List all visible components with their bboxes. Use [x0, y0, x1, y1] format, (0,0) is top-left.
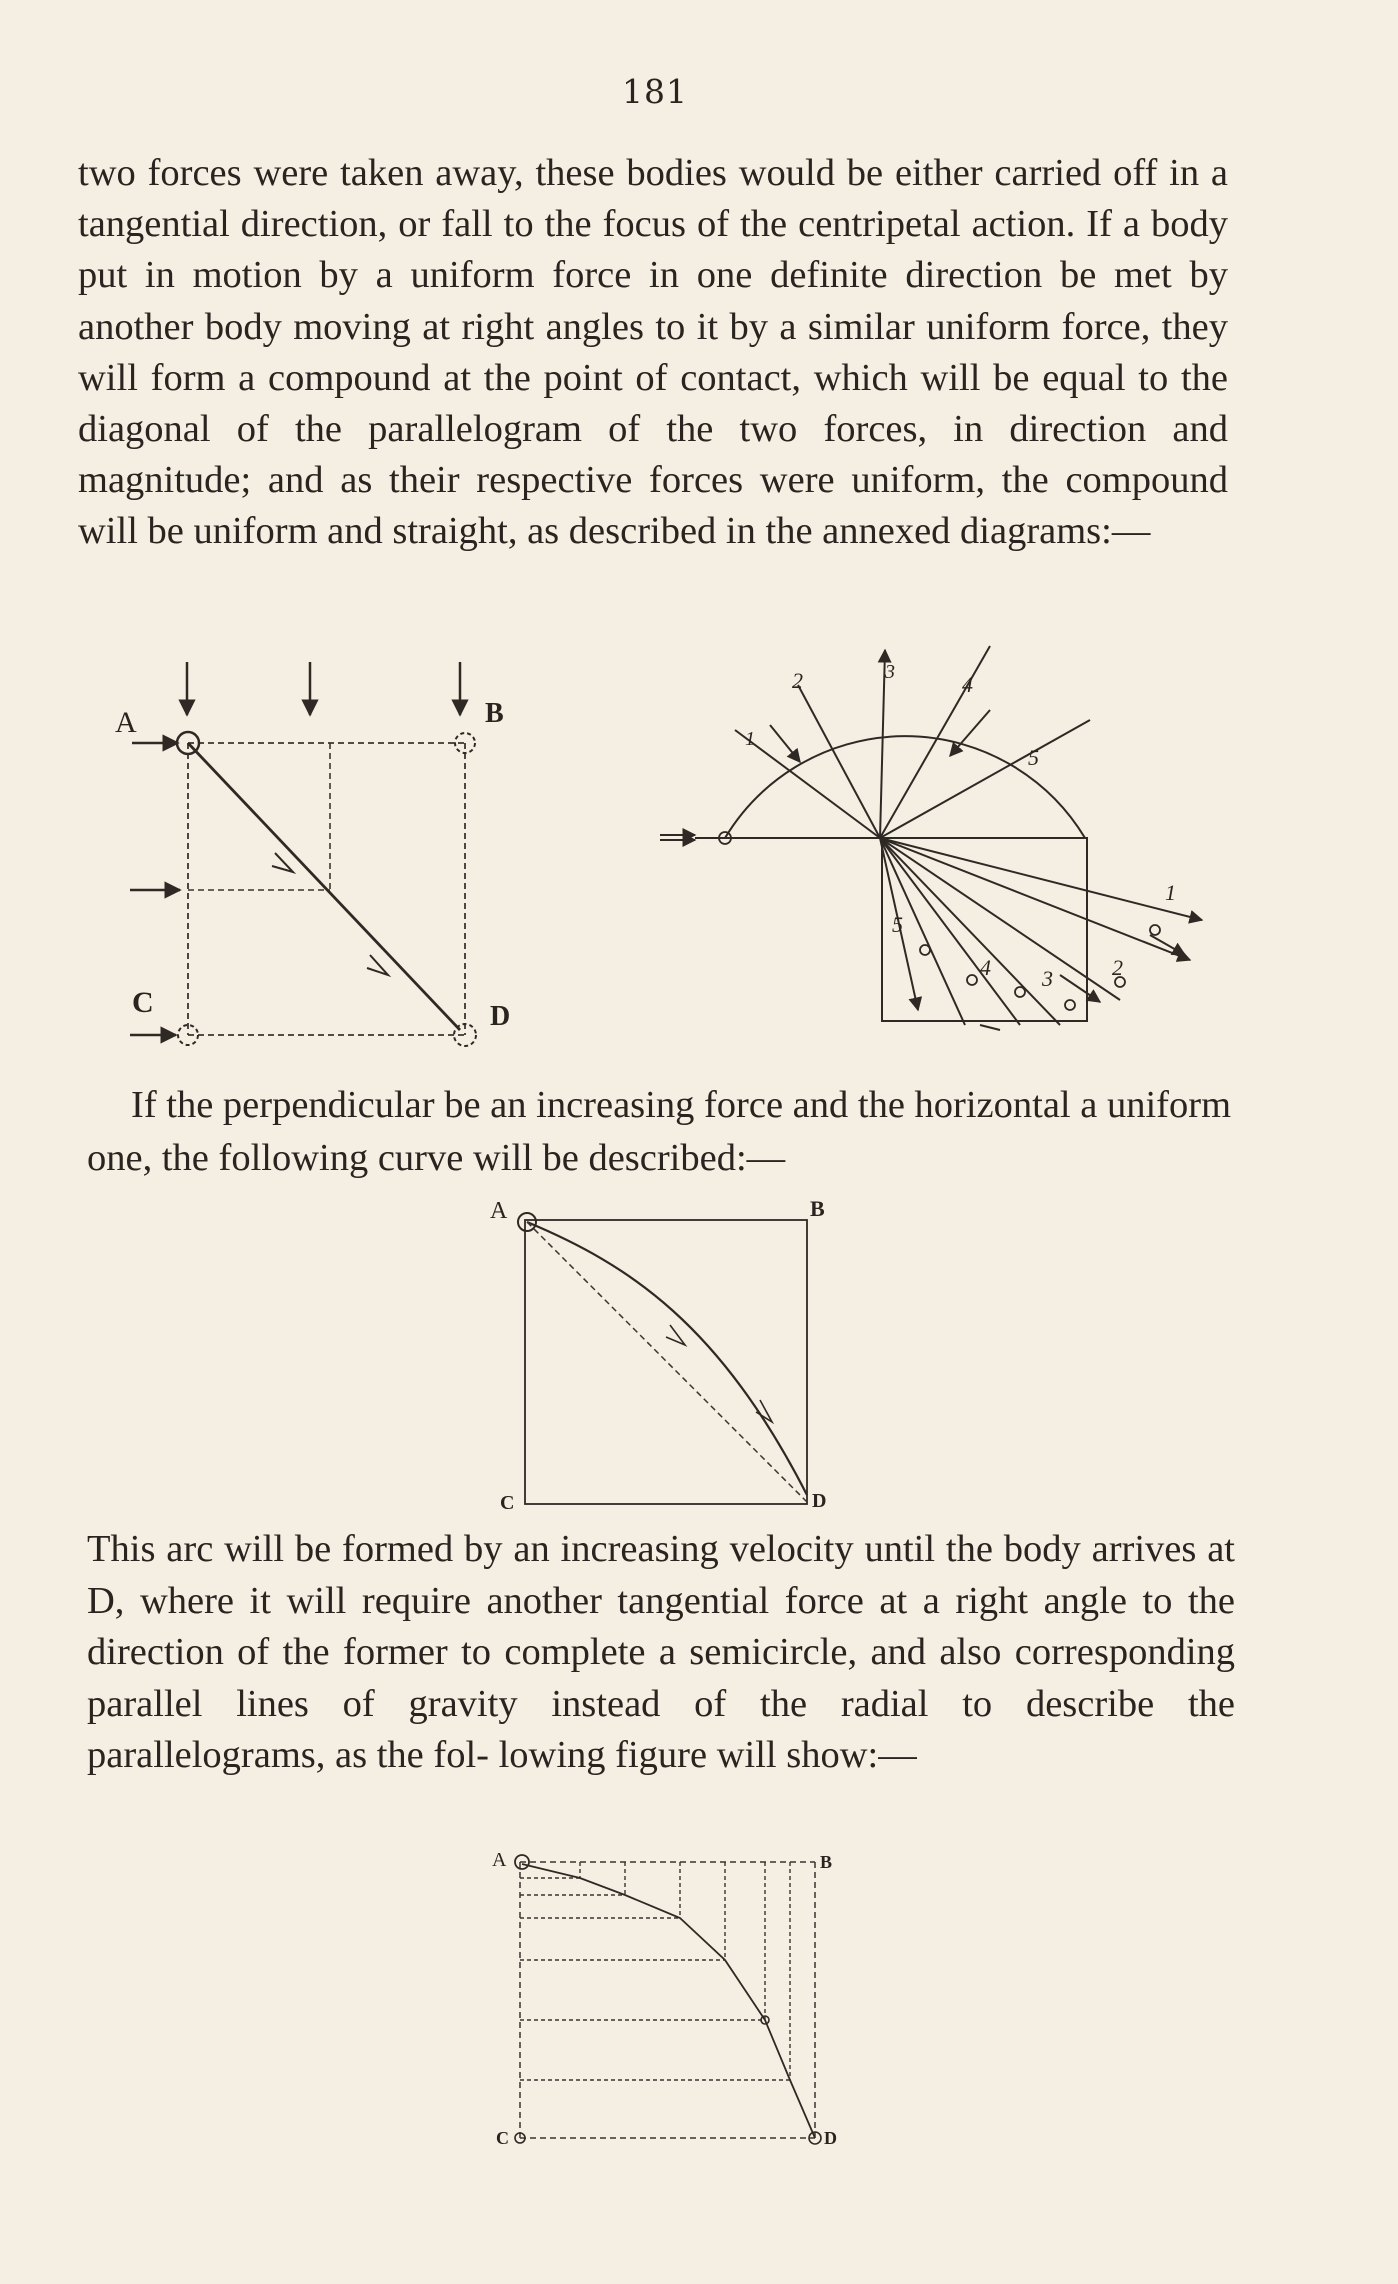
label-d: D — [490, 1001, 511, 1032]
ray-number-1-lower: 1 — [1165, 880, 1176, 905]
text-line: semicircle, and also corresponding parallel lines of gravity — [87, 1631, 1236, 1725]
text-line: This arc will be formed by an increasing velocity until the — [87, 1528, 993, 1570]
stepped-parallelogram-diagram — [480, 1840, 860, 2150]
label-c: C — [500, 1492, 515, 1514]
text-line: to it by a similar uniform force, they will form a compound at — [78, 305, 1228, 399]
text-line: two forces were taken away, these bodies would be either carried — [78, 152, 1102, 194]
text-line: as their respective forces were uniform, the compound will be — [78, 459, 1228, 553]
text-line: If the perpendicular be an increasing force and the horizontal — [131, 1084, 1071, 1126]
text-line: a uniform one, the following curve will be described:— — [87, 1084, 1232, 1179]
parallelogram-diagram — [60, 650, 580, 1060]
text-line: parallelogram of the two forces, in direction and magnitude; and — [78, 408, 1228, 502]
label-b: B — [810, 1196, 825, 1221]
ray-number-3-lower: 3 — [1042, 966, 1053, 991]
text-line: action. If a body put in motion by a uniform force in one — [78, 203, 1228, 297]
text-line: the point of contact, which will be equal to the diagonal of the — [78, 356, 1229, 451]
text-line: definite direction be met by another body moving at right angles — [78, 254, 1228, 348]
label-d: D — [824, 2128, 837, 2148]
label-b: B — [485, 698, 504, 729]
text-line: off in a tangential direction, or fall to the focus of the centripetal — [78, 152, 1228, 246]
curve-diagram — [470, 1195, 850, 1525]
paragraph-curve-intro — [87, 1079, 1231, 1185]
label-b: B — [820, 1852, 833, 1872]
label-c: C — [132, 986, 154, 1019]
ray-number-5: 5 — [1028, 745, 1039, 770]
ray-number-4: 4 — [962, 672, 973, 697]
text-line: at a right angle to the direction of the former to complete a — [87, 1579, 1236, 1673]
label-a: A — [115, 706, 137, 739]
text-line: body arrives at D, where it will require another tangential force — [87, 1528, 1235, 1622]
radial-diagram — [650, 630, 1230, 1050]
ray-number-2-lower: 2 — [1112, 955, 1123, 980]
label-a: A — [492, 1849, 507, 1871]
label-d: D — [812, 1490, 827, 1512]
ray-number-5-lower: 5 — [892, 912, 903, 937]
ray-number-3: 3 — [885, 661, 895, 683]
ray-number-2: 2 — [792, 668, 803, 693]
label-a: A — [490, 1198, 508, 1224]
ray-number-4-lower: 4 — [980, 955, 991, 980]
text-line: lowing figure will show:— — [498, 1734, 917, 1776]
text-line: instead of the radial to describe the parallelograms, as the fol- — [87, 1682, 1236, 1776]
text-line: uniform and straight, as described in the annexed diagrams:— — [193, 510, 1151, 553]
paragraph-forces — [78, 148, 1228, 558]
ray-number-1: 1 — [745, 728, 755, 750]
page-number: 181 — [622, 72, 688, 111]
label-c: C — [496, 2128, 509, 2148]
paragraph-arc — [87, 1524, 1235, 1782]
